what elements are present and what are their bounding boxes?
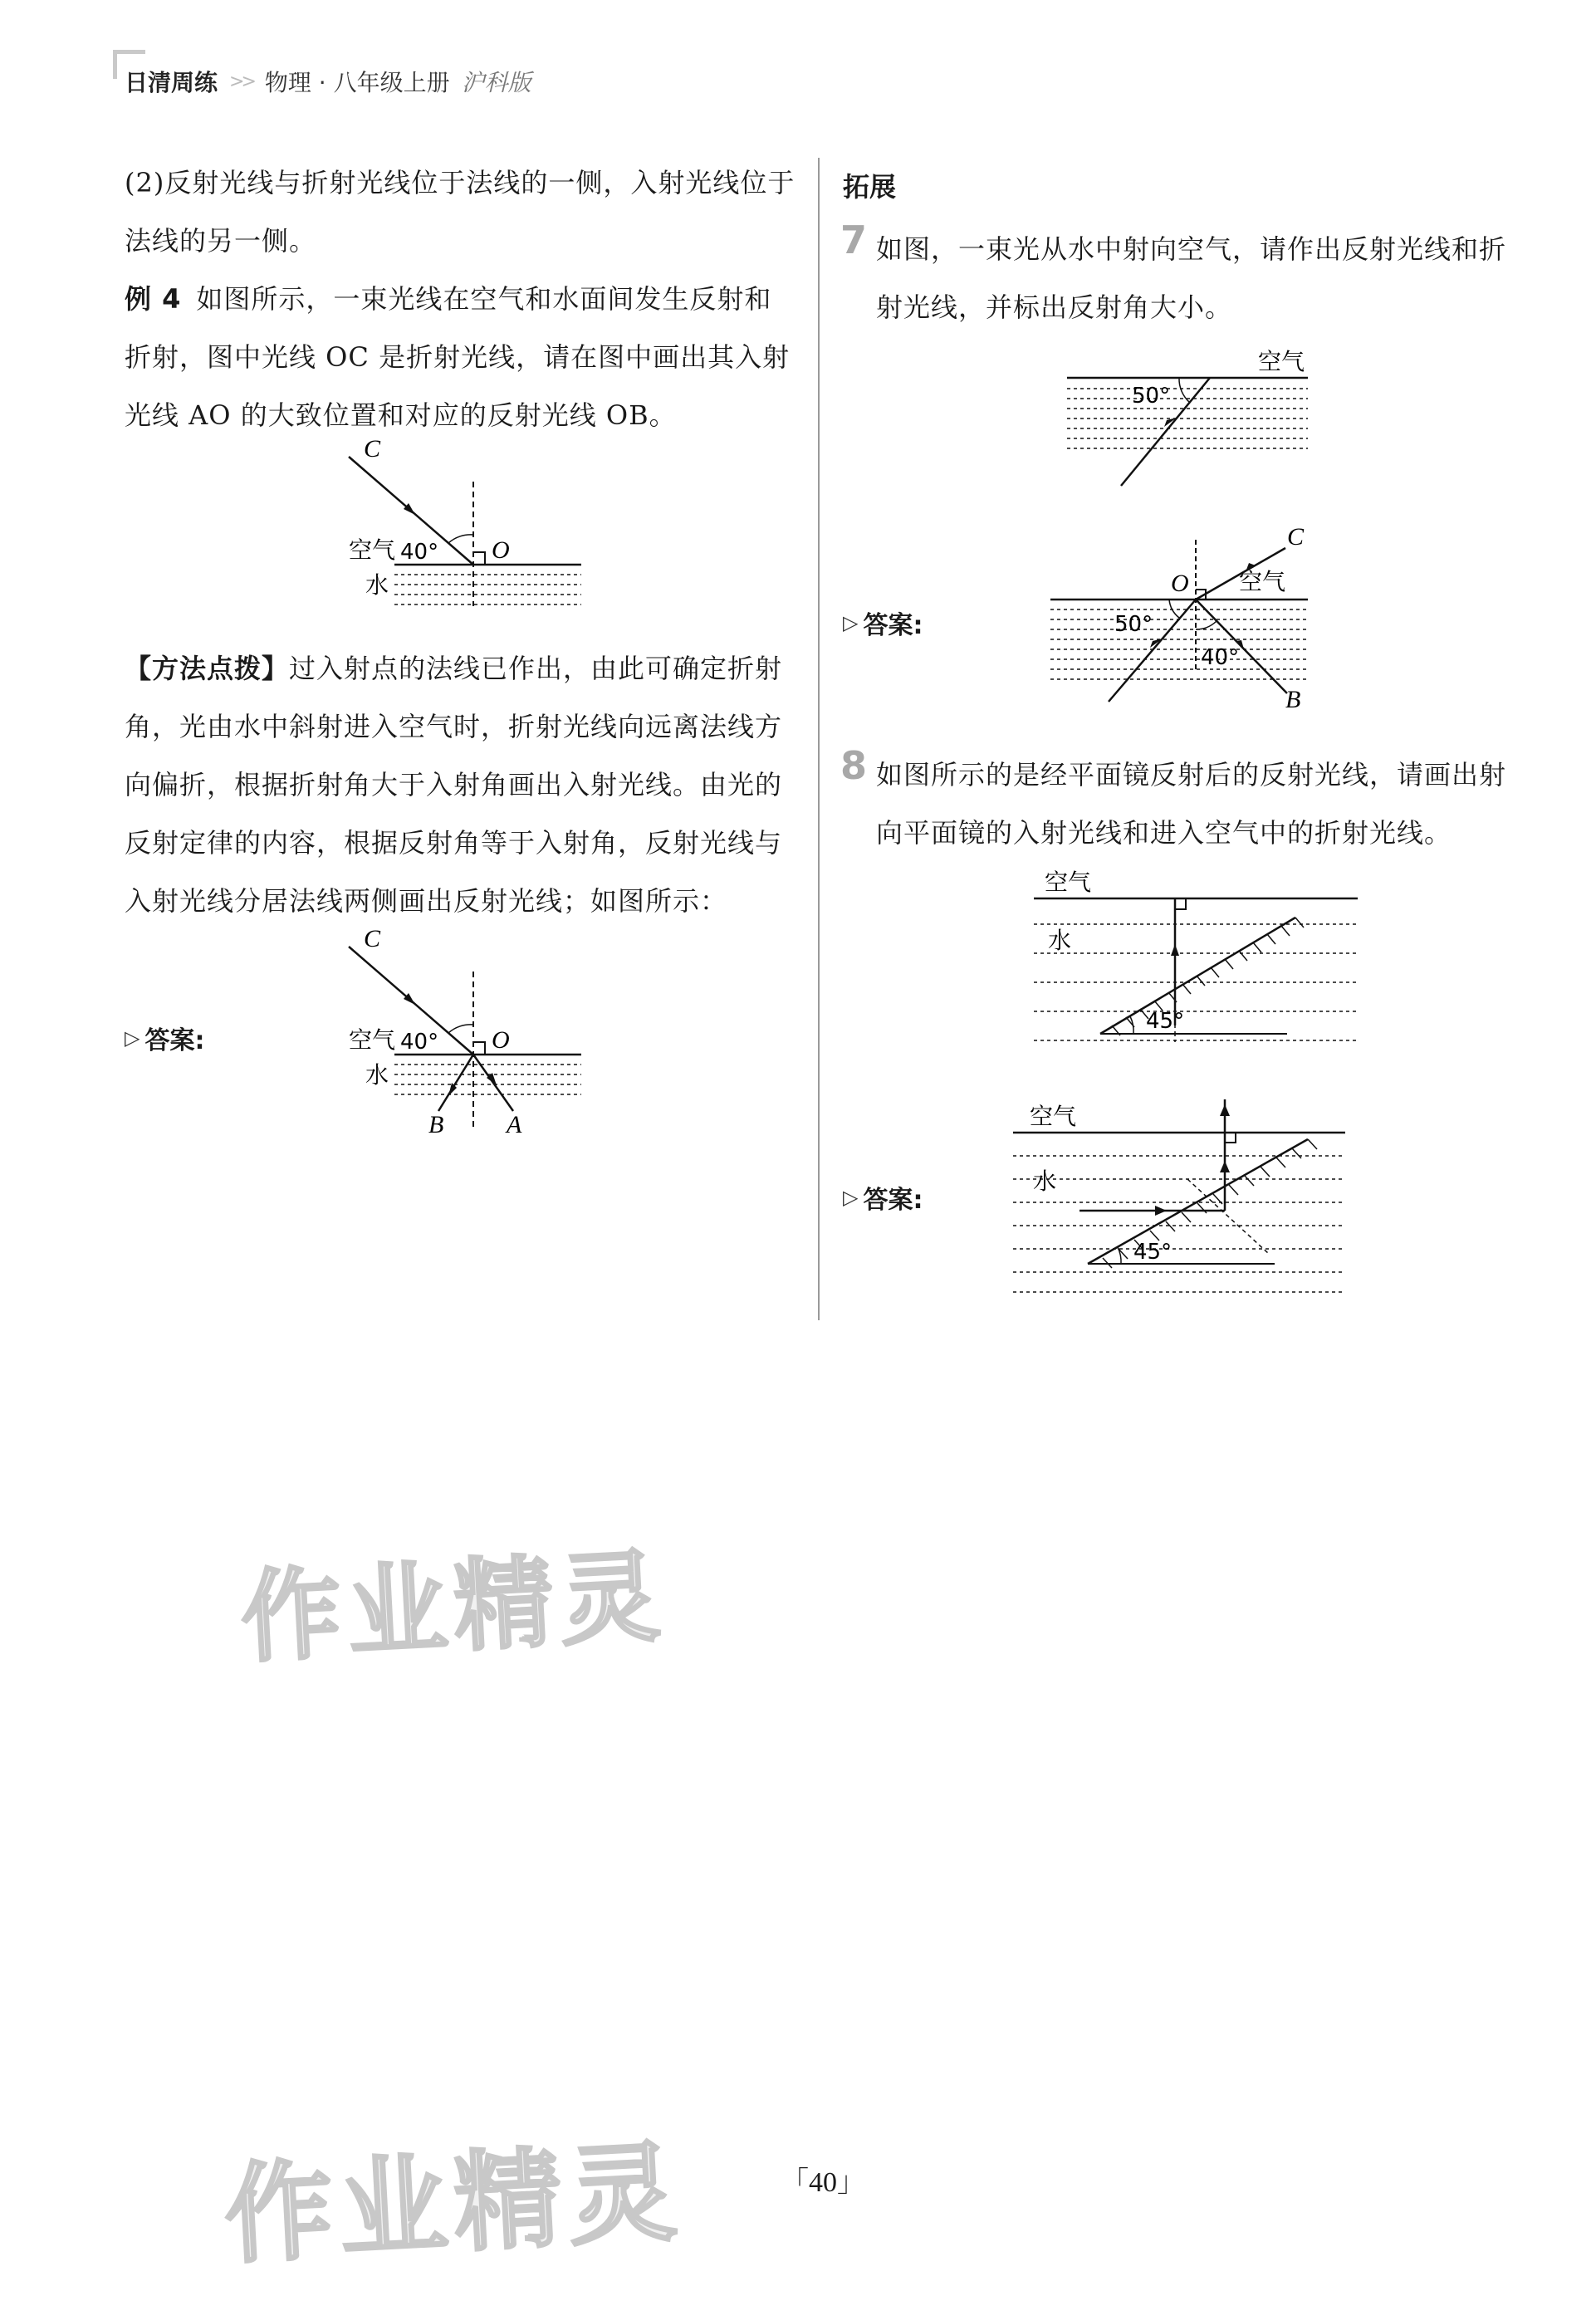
label-c: C [1287, 523, 1305, 551]
label-o: O [492, 536, 510, 564]
question-7-figure [1059, 340, 1324, 494]
tip-label: 【方法点拨】 [125, 653, 290, 684]
label-air: 空气 [1239, 568, 1286, 595]
question-8-number: 8 [840, 743, 868, 788]
water-hatching [1067, 389, 1308, 448]
label-angle-40: 40° [1201, 645, 1240, 670]
question-8-text: 如图所示的是经平面镜反射后的反射光线，请画出射向平面镜的入射光线和进入空气中的折射光线。 [876, 759, 1507, 849]
header-edition: 沪科版 [461, 69, 531, 96]
column-divider [818, 158, 820, 1320]
label-c: C [364, 925, 381, 952]
label-angle: 50° [1132, 384, 1171, 409]
label-water: 水 [365, 571, 389, 599]
answer-label-text: 答案: [863, 611, 923, 640]
example-text: 如图所示，一束光线在空气和水面间发生反射和折射，图中光线 OC 是折射光线，请在图中画出其入射光线 AO 的大致位置和对应的反射光线 OB。 [125, 283, 791, 431]
label-angle: 45° [1133, 1240, 1173, 1265]
header-bracket-decoration [113, 50, 145, 79]
triangle-icon: ▷ [125, 1026, 140, 1050]
plane-mirror [1100, 918, 1295, 1034]
angle-arc [448, 535, 473, 543]
mirror-hatching [1112, 918, 1304, 1035]
angle-arc-40 [1196, 621, 1217, 629]
answer-label-q7 [843, 604, 923, 641]
triangle-icon: ▷ [843, 1186, 859, 1209]
ray-ob [438, 1055, 473, 1111]
example-4 [125, 270, 797, 444]
triangle-icon: ▷ [843, 611, 859, 634]
question-8-answer-figure [1005, 1088, 1354, 1295]
header-subject: 物理 · 八年级上册 [264, 69, 450, 96]
label-air: 空气 [1045, 869, 1092, 896]
answer-label-text: 答案: [144, 1026, 205, 1055]
right-angle-mark [1225, 1133, 1236, 1143]
label-c: C [364, 435, 381, 463]
example-answer-figure [332, 922, 598, 1138]
page-header [125, 65, 531, 98]
water-hatching [1013, 1156, 1345, 1292]
water-hatching [394, 575, 581, 604]
right-angle-mark [473, 1042, 485, 1055]
question-7-number: 7 [840, 218, 868, 262]
label-angle: 45° [1146, 1009, 1185, 1034]
watermark-bottom: 作业精灵 [221, 2128, 687, 2279]
label-b: B [428, 1111, 444, 1138]
header-brand: 日清周练 [125, 69, 218, 96]
question-8 [876, 746, 1520, 862]
page-number-value: 40 [809, 2167, 837, 2198]
example-label: 例 4 [125, 283, 182, 315]
label-angle: 40° [400, 1030, 439, 1055]
label-angle-50: 50° [1114, 612, 1153, 637]
question-7-answer-figure [1046, 523, 1329, 710]
continued-paragraph-text: (2)反射光线与折射光线位于法线的一侧，入射光线位于法线的另一侧。 [125, 167, 796, 257]
page-number [781, 2159, 865, 2200]
tip-text: 过入射点的法线已作出，由此可确定折射角，光由水中斜射进入空气时，折射光线向远离法线方向偏折，根据折射角大于入射角画出入射光线。由光的反射定律的内容，根据反射角等于入射角，反射光线与入射光线分居法线两侧画出反射光线；如图所示： [125, 653, 783, 917]
mirror-normal [1187, 1179, 1269, 1254]
answer-label-example [125, 1020, 204, 1056]
example-figure [332, 432, 598, 623]
question-7-text: 如图，一束光从水中射向空气，请作出反射光线和折射光线，并标出反射角大小。 [876, 233, 1507, 323]
page-number-open-bracket: 「 [781, 2167, 809, 2198]
section-title: 拓展 [843, 171, 897, 203]
reflected-ray-arrowhead [1220, 1161, 1230, 1172]
reflected-ray-arrowhead [1171, 944, 1179, 956]
angle-arc [1118, 1247, 1121, 1264]
label-angle: 40° [400, 540, 439, 565]
label-b: B [1285, 686, 1301, 710]
label-water: 水 [1033, 1167, 1057, 1195]
label-a: A [507, 1111, 522, 1138]
question-7 [876, 220, 1520, 336]
angle-arc-50 [1169, 600, 1179, 618]
page-number-close-bracket: 」 [837, 2167, 865, 2198]
right-angle-mark [1175, 898, 1186, 909]
label-water: 水 [1048, 927, 1072, 954]
label-air: 空气 [1258, 348, 1305, 375]
watermark-mid: 作业精灵 [238, 1539, 669, 1677]
label-air: 空气 [1030, 1103, 1077, 1130]
label-o: O [1171, 570, 1189, 597]
continued-paragraph [125, 154, 797, 270]
header-chevrons: >> [229, 71, 253, 92]
label-air: 空气 [349, 1026, 396, 1054]
label-air: 空气 [349, 536, 396, 564]
refracted-ray-arrowhead [1220, 1104, 1230, 1116]
plane-mirror [1088, 1139, 1308, 1264]
water-hatching [394, 1065, 581, 1094]
label-o: O [492, 1026, 510, 1054]
water-hatching [1034, 924, 1358, 1040]
angle-arc [448, 1025, 473, 1033]
answer-label-q8 [843, 1179, 923, 1216]
answer-label-text: 答案: [863, 1186, 923, 1215]
label-water: 水 [365, 1061, 389, 1089]
incident-ray-arrowhead [1155, 1206, 1167, 1216]
right-angle-mark [473, 552, 485, 565]
method-tip [125, 639, 797, 930]
question-8-figure [1030, 864, 1362, 1063]
